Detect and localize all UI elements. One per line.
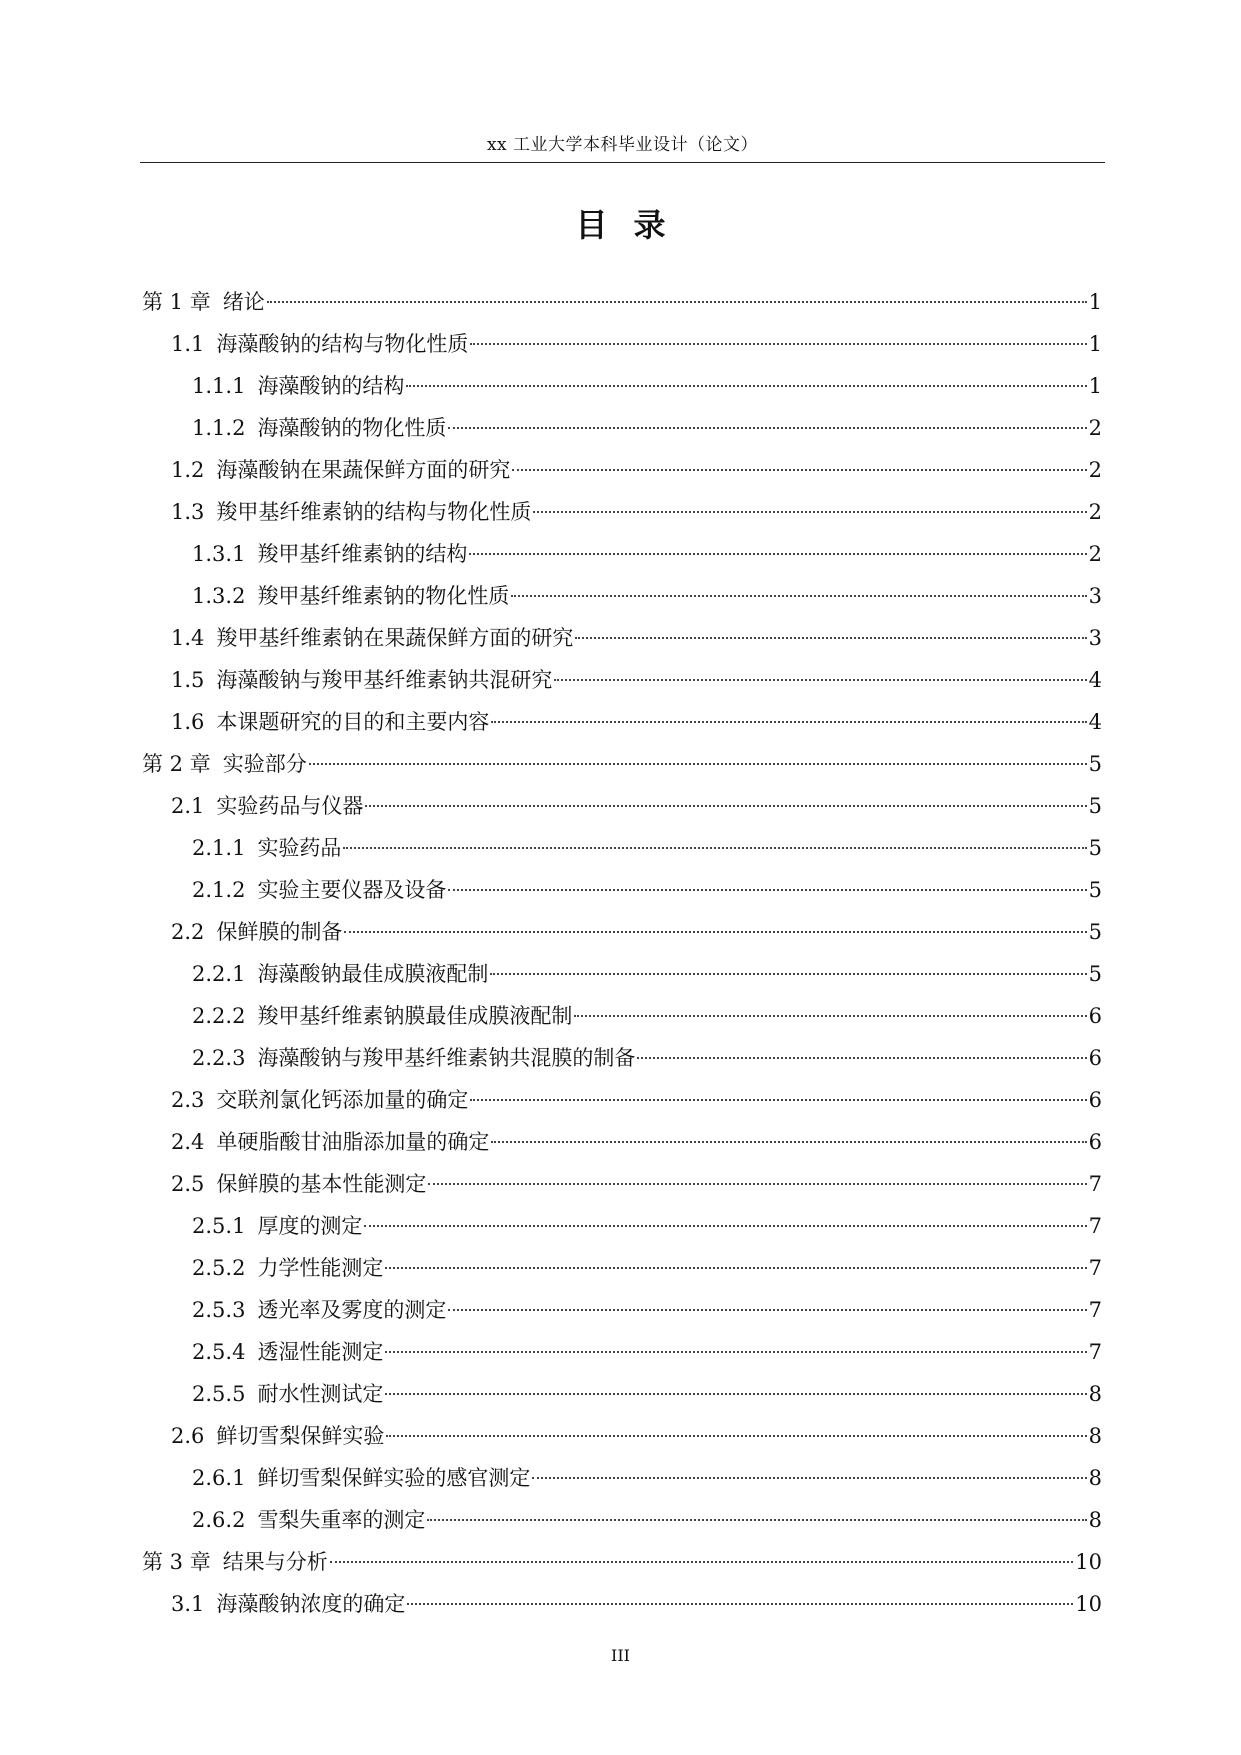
toc-entry-number: 1.4 — [171, 626, 205, 650]
toc-entry-title: 海藻酸钠的结构与物化性质 — [216, 332, 469, 356]
toc-entry-title: 单硬脂酸甘油脂添加量的确定 — [216, 1130, 490, 1154]
toc-entry-number: 第 1 章 — [142, 290, 211, 314]
toc-entry-title: 保鲜膜的制备 — [216, 920, 343, 944]
toc-entry-page: 10 — [1075, 1592, 1102, 1616]
toc-entry-number: 3.1 — [171, 1592, 205, 1616]
toc-entry-number: 1.1 — [171, 332, 205, 356]
toc-entry-title: 鲜切雪梨保鲜实验 — [216, 1424, 385, 1448]
toc-entry-page: 2 — [1088, 458, 1102, 482]
toc-entry[interactable] — [140, 1294, 1102, 1336]
toc-entry-page: 2 — [1088, 542, 1102, 566]
dot-leader — [364, 1225, 1086, 1227]
toc-entry-number: 1.1.1 — [192, 374, 246, 398]
toc-entry-title: 结果与分析 — [222, 1550, 328, 1574]
toc-entry-number: 1.3 — [171, 500, 205, 524]
toc-entry-title: 海藻酸钠最佳成膜液配制 — [257, 962, 489, 986]
dot-leader — [365, 805, 1086, 807]
toc-entry-title: 厚度的测定 — [257, 1214, 363, 1238]
toc-entry-page: 5 — [1088, 794, 1102, 818]
dot-leader — [385, 1351, 1086, 1353]
toc-entry-page: 2 — [1088, 500, 1102, 524]
toc-entry[interactable] — [140, 580, 1102, 622]
toc-entry-number: 2.6.1 — [192, 1466, 246, 1490]
dot-leader — [407, 1603, 1073, 1605]
toc-entry[interactable] — [140, 286, 1102, 328]
dot-leader — [448, 1309, 1086, 1311]
table-of-contents — [140, 286, 1102, 1630]
toc-entry[interactable] — [140, 1336, 1102, 1378]
toc-entry[interactable] — [140, 1378, 1102, 1420]
toc-entry-title: 羧甲基纤维素钠的结构与物化性质 — [216, 500, 532, 524]
dot-leader — [470, 1099, 1086, 1101]
dot-leader — [491, 1141, 1086, 1143]
toc-entry-number: 2.5 — [171, 1172, 205, 1196]
dot-leader — [512, 469, 1086, 471]
toc-entry[interactable] — [140, 748, 1102, 790]
dot-leader — [330, 1561, 1074, 1563]
dot-leader — [490, 973, 1086, 975]
toc-entry-page: 8 — [1088, 1466, 1102, 1490]
dot-leader — [309, 763, 1087, 765]
dot-leader — [637, 1057, 1086, 1059]
toc-entry-number: 2.1.1 — [192, 836, 246, 860]
toc-entry-number: 2.1 — [171, 794, 205, 818]
toc-entry-page: 3 — [1088, 626, 1102, 650]
toc-entry[interactable] — [140, 790, 1102, 832]
toc-entry[interactable] — [140, 706, 1102, 748]
toc-entry-number: 2.4 — [171, 1130, 205, 1154]
dot-leader — [406, 385, 1086, 387]
toc-entry-page: 7 — [1088, 1172, 1102, 1196]
dot-leader — [428, 1183, 1086, 1185]
toc-entry-title: 绪论 — [222, 290, 265, 314]
toc-entry[interactable] — [140, 1126, 1102, 1168]
toc-entry[interactable] — [140, 1210, 1102, 1252]
toc-entry-title: 力学性能测定 — [257, 1256, 384, 1280]
toc-entry[interactable] — [140, 664, 1102, 706]
dot-leader — [343, 847, 1086, 849]
toc-entry-title: 羧甲基纤维素钠的结构 — [257, 542, 468, 566]
toc-entry[interactable] — [140, 1504, 1102, 1546]
toc-entry-number: 2.2 — [171, 920, 205, 944]
toc-entry[interactable] — [140, 874, 1102, 916]
toc-entry[interactable] — [140, 1420, 1102, 1462]
toc-entry-number: 2.6.2 — [192, 1508, 246, 1532]
toc-entry-page: 8 — [1088, 1382, 1102, 1406]
toc-entry[interactable] — [140, 1084, 1102, 1126]
toc-entry-page: 1 — [1088, 332, 1102, 356]
toc-entry-title: 本课题研究的目的和主要内容 — [216, 710, 490, 734]
toc-entry-page: 1 — [1088, 290, 1102, 314]
toc-entry-number: 2.5.4 — [192, 1340, 246, 1364]
toc-entry-title: 海藻酸钠与羧甲基纤维素钠共混膜的制备 — [257, 1046, 636, 1070]
toc-entry-page: 5 — [1088, 878, 1102, 902]
toc-entry-title: 实验主要仪器及设备 — [257, 878, 447, 902]
toc-entry-title: 耐水性测试定 — [257, 1382, 384, 1406]
toc-entry-page: 6 — [1088, 1046, 1102, 1070]
dot-leader — [344, 931, 1086, 933]
toc-entry-title: 海藻酸钠的物化性质 — [257, 416, 447, 440]
header-rule — [140, 162, 1105, 163]
dot-leader — [448, 889, 1086, 891]
toc-entry-number: 第 2 章 — [142, 752, 211, 776]
toc-entry[interactable] — [140, 454, 1102, 496]
toc-entry[interactable] — [140, 1000, 1102, 1042]
toc-entry[interactable] — [140, 1042, 1102, 1084]
dot-leader — [385, 1393, 1086, 1395]
toc-entry-page: 6 — [1088, 1088, 1102, 1112]
toc-entry[interactable] — [140, 1588, 1102, 1630]
toc-entry-page: 8 — [1088, 1424, 1102, 1448]
toc-entry-page: 8 — [1088, 1508, 1102, 1532]
toc-entry-number: 2.3 — [171, 1088, 205, 1112]
toc-entry-title: 海藻酸钠在果蔬保鲜方面的研究 — [216, 458, 511, 482]
toc-entry[interactable] — [140, 328, 1102, 370]
toc-entry-number: 2.6 — [171, 1424, 205, 1448]
dot-leader — [469, 553, 1086, 555]
toc-entry-title: 雪梨失重率的测定 — [257, 1508, 426, 1532]
toc-entry[interactable] — [140, 916, 1102, 958]
dot-leader — [575, 637, 1086, 639]
dot-leader — [470, 343, 1086, 345]
toc-entry[interactable] — [140, 832, 1102, 874]
toc-entry-title: 海藻酸钠与羧甲基纤维素钠共混研究 — [216, 668, 553, 692]
toc-entry-number: 2.5.2 — [192, 1256, 246, 1280]
toc-entry[interactable] — [140, 412, 1102, 454]
page-title: 目录 — [575, 206, 692, 244]
toc-entry-title: 实验药品 — [257, 836, 342, 860]
toc-entry-number: 2.1.2 — [192, 878, 246, 902]
toc-entry-number: 2.5.5 — [192, 1382, 246, 1406]
toc-entry-title: 保鲜膜的基本性能测定 — [216, 1172, 427, 1196]
toc-entry-page: 6 — [1088, 1004, 1102, 1028]
toc-entry-number: 2.5.3 — [192, 1298, 246, 1322]
toc-entry[interactable] — [140, 496, 1102, 538]
toc-entry-number: 2.2.1 — [192, 962, 246, 986]
toc-entry-page: 5 — [1088, 836, 1102, 860]
toc-entry[interactable] — [140, 1462, 1102, 1504]
dot-leader — [427, 1519, 1086, 1521]
dot-leader — [533, 511, 1086, 513]
toc-entry-number: 2.2.2 — [192, 1004, 246, 1028]
dot-leader — [491, 721, 1086, 723]
toc-entry-number: 1.3.1 — [192, 542, 246, 566]
toc-entry[interactable] — [140, 1546, 1102, 1588]
toc-entry[interactable] — [140, 622, 1102, 664]
toc-entry-page: 7 — [1088, 1214, 1102, 1238]
dot-leader — [511, 595, 1086, 597]
toc-entry-number: 1.2 — [171, 458, 205, 482]
toc-entry-page: 5 — [1088, 962, 1102, 986]
toc-entry-title: 实验药品与仪器 — [216, 794, 364, 818]
toc-entry[interactable] — [140, 1252, 1102, 1294]
toc-entry-page: 5 — [1088, 752, 1102, 776]
toc-entry-title: 海藻酸钠浓度的确定 — [216, 1592, 406, 1616]
toc-entry-page: 4 — [1088, 668, 1102, 692]
toc-entry-title: 透湿性能测定 — [257, 1340, 384, 1364]
toc-entry-page: 1 — [1088, 374, 1102, 398]
dot-leader — [385, 1267, 1086, 1269]
toc-entry-page: 10 — [1075, 1550, 1102, 1574]
dot-leader — [574, 1015, 1086, 1017]
dot-leader — [267, 301, 1087, 303]
toc-entry-number: 2.2.3 — [192, 1046, 246, 1070]
toc-entry-page: 4 — [1088, 710, 1102, 734]
running-header: xx 工业大学本科毕业设计（论文） — [486, 135, 759, 155]
toc-entry[interactable] — [140, 958, 1102, 1000]
dot-leader — [554, 679, 1086, 681]
toc-entry[interactable] — [140, 1168, 1102, 1210]
page-number: III — [611, 1646, 630, 1665]
toc-entry-title: 羧甲基纤维素钠膜最佳成膜液配制 — [257, 1004, 573, 1028]
toc-entry-title: 羧甲基纤维素钠在果蔬保鲜方面的研究 — [216, 626, 574, 650]
toc-entry-title: 实验部分 — [222, 752, 307, 776]
toc-entry-page: 3 — [1088, 584, 1102, 608]
toc-entry-title: 海藻酸钠的结构 — [257, 374, 405, 398]
dot-leader — [386, 1435, 1086, 1437]
dot-leader — [448, 427, 1086, 429]
toc-entry-title: 交联剂氯化钙添加量的确定 — [216, 1088, 469, 1112]
toc-entry-title: 透光率及雾度的测定 — [257, 1298, 447, 1322]
toc-entry-number: 1.5 — [171, 668, 205, 692]
toc-entry-title: 鲜切雪梨保鲜实验的感官测定 — [257, 1466, 531, 1490]
toc-entry-page: 6 — [1088, 1130, 1102, 1154]
toc-entry-title: 羧甲基纤维素钠的物化性质 — [257, 584, 510, 608]
toc-entry-page: 5 — [1088, 920, 1102, 944]
toc-entry-number: 2.5.1 — [192, 1214, 246, 1238]
toc-entry[interactable] — [140, 538, 1102, 580]
toc-entry-number: 1.1.2 — [192, 416, 246, 440]
toc-entry-page: 7 — [1088, 1298, 1102, 1322]
toc-entry-number: 1.3.2 — [192, 584, 246, 608]
toc-entry-number: 1.6 — [171, 710, 205, 734]
toc-entry[interactable] — [140, 370, 1102, 412]
dot-leader — [532, 1477, 1086, 1479]
toc-entry-page: 2 — [1088, 416, 1102, 440]
toc-entry-number: 第 3 章 — [142, 1550, 211, 1574]
toc-entry-page: 7 — [1088, 1340, 1102, 1364]
toc-entry-page: 7 — [1088, 1256, 1102, 1280]
